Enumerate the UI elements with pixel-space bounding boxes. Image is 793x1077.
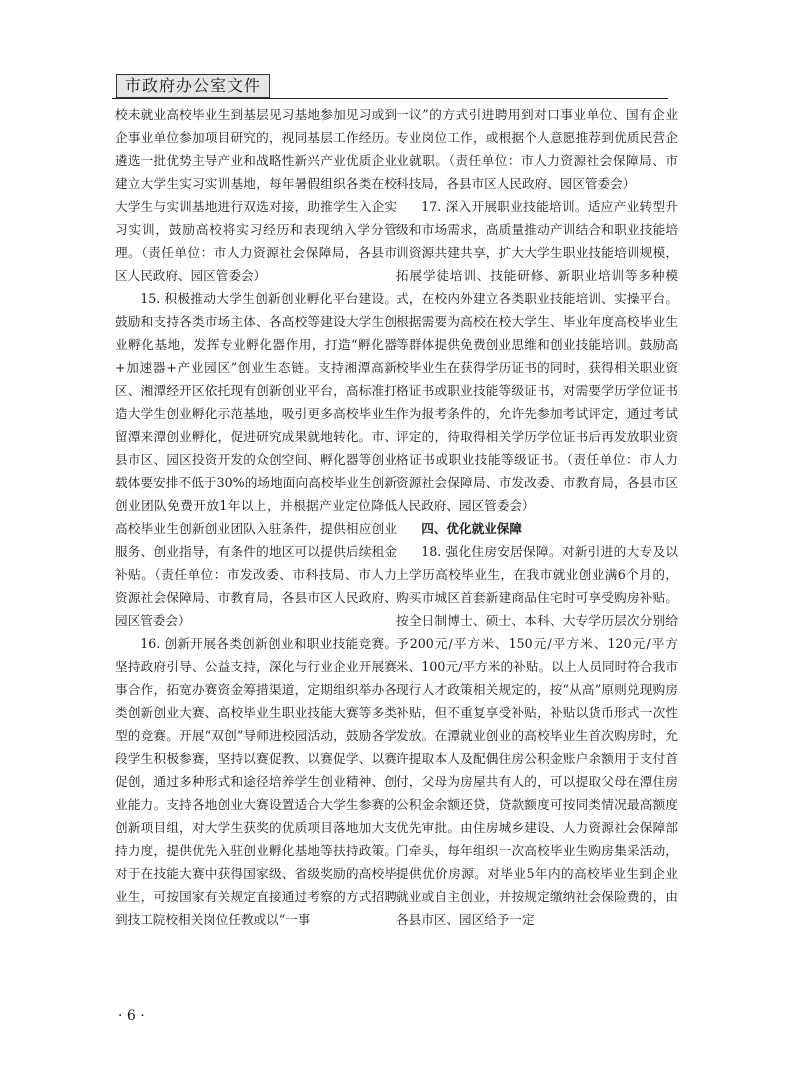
header-rule — [112, 98, 668, 99]
page-header — [112, 72, 668, 98]
header-title: 市政府办公室文件 — [116, 74, 270, 98]
paragraph: 18. 强化住房安居保障。对新引进的大专及以上学历高校毕业生，在我市就业创业满6个月的，购买市城区首套新建商品住宅时可享受购房补贴。按全日制博士、硕士、本科、大专学历层次分别给予200元/平方米、150元/平方米、120元/平方米、100元/平方米的补贴。以上人员同时符合我市现行人才政策相关规定的，按“从高”原则兑现购房补贴，但不重复享受补贴，补贴以货币形式一次性发放。在潭就业创业的高校毕业生首次购房时，允许提取本人及配偶住房公积金账户余额用于支付首付，父母为房屋共有人的，可以提取父母在潭住房公积金余额还贷，贷款额度可按同类情况最高额度优先审批。由住房城乡建设、人力资源社会保障部门牵头，每年组织一次高校毕业生购房集采活动，提供优价房源。对毕业5年内的高校毕业生到企业就业或自主创业，并按规定缴纳社会保险费的，由各县市区、园区给予一定 — [396, 544, 678, 927]
paragraph: 15. 积极推动大学生创新创业孵化平台建设。鼓励和支持各类市场主体、各高校等建设大学生创业孵化基地，发挥专业孵化器作用，打造“孵化器+加速器+产业园区”创业生态链。支持湘潭高新区、湘潭经开区依托现有创新创业平台，高标准打造大学生创业孵化示范基地，吸引更多高校毕业生留潭来潭创业孵化，促进研究成果就地转化。市、县市区、园区投资开发的众创空间、孵化器等创业载体要安排不低于30%的场地面向高校毕业生创新创业团队免费开放1年以上，并根据产业定位降低高校毕业生创新创业团队入驻条件，提供相应创业服务、创业指导，有条件的地区可以提供后续租金补贴。（责任单位：市发改委、市科技局、市人力资源社会保障局、市教育局，各县市区人民政府、园区管委会） — [115, 291, 397, 628]
right-column — [396, 103, 678, 931]
paragraph: 一议”的方式引进聘用到对口事业单位、国有企业专业岗位工作，或根据个人意愿推荐到优质民营企业就职。（责任单位：市人力资源社会保障局、市科技局，各县市区人民政府、园区管委会） — [396, 107, 678, 191]
left-column — [115, 103, 397, 931]
paragraph: 16. 创新开展各类创新创业和职业技能竞赛。坚持政府引导、公益支持，深化与行业企业开展赛事合作，拓宽办赛资金筹措渠道，定期组织举办各类创新创业大赛、高校毕业生职业技能大赛等多类型的竞赛。开展“双创”导师进校园活动，鼓励各学段学生积极参赛，坚持以赛促教、以赛促学、以赛促创，通过多种形式和途径培养学生创业精神、创业能力。支持各地创业大赛设置适合大学生参赛的创新项目组，对大学生获奖的优质项目落地加大支持力度，提供优先入驻创业孵化基地等扶持政策。对于在技能大赛中获得国家级、省级奖励的高校毕业生，可按国家有关规定直接通过考察的方式招聘到技工院校相关岗位任教或以“一事 — [115, 636, 397, 927]
section-heading: 四、优化就业保障 — [421, 521, 522, 536]
paragraph: 17. 深入开展职业技能培训。适应产业转型升级和市场需求，高质量推动产训结合和职业技能培训资源共建共享，扩大大学生职业技能培训规模，拓展学徒培训、技能研修、新职业培训等多种模式，在校内外建立各类职业技能培训、实操平台。根据需要为高校在校大学生、毕业年度高校毕业生等群体提供免费创业思维和创业技能培训。鼓励高校毕业生在获得学历证书的同时，获得相关职业资格证书或职业技能等级证书，对需要学历学位证书作为报考条件的，允许先参加考试评定，通过考试评定的，待取得相关学历学位证书后再发放职业资格证书或职业技能等级证书。（责任单位：市人力资源社会保障局、市发改委、市教育局，各县市区人民政府、园区管委会） — [396, 199, 678, 513]
page-number: · 6 · — [118, 1008, 145, 1024]
paragraph: 校未就业高校毕业生到基层见习基地参加见习或到企事业单位参加项目研究的，视同基层工作经历。遴选一批优势主导产业和战略性新兴产业优质企业建立大学生实习实训基地，每年暑假组织各类在校大学生与实训基地进行双选对接，助推学生入企实习实训，鼓励高校将实习经历和表现纳入学分管理。（责任单位：市人力资源社会保障局，各县市区人民政府、园区管委会） — [115, 107, 397, 283]
